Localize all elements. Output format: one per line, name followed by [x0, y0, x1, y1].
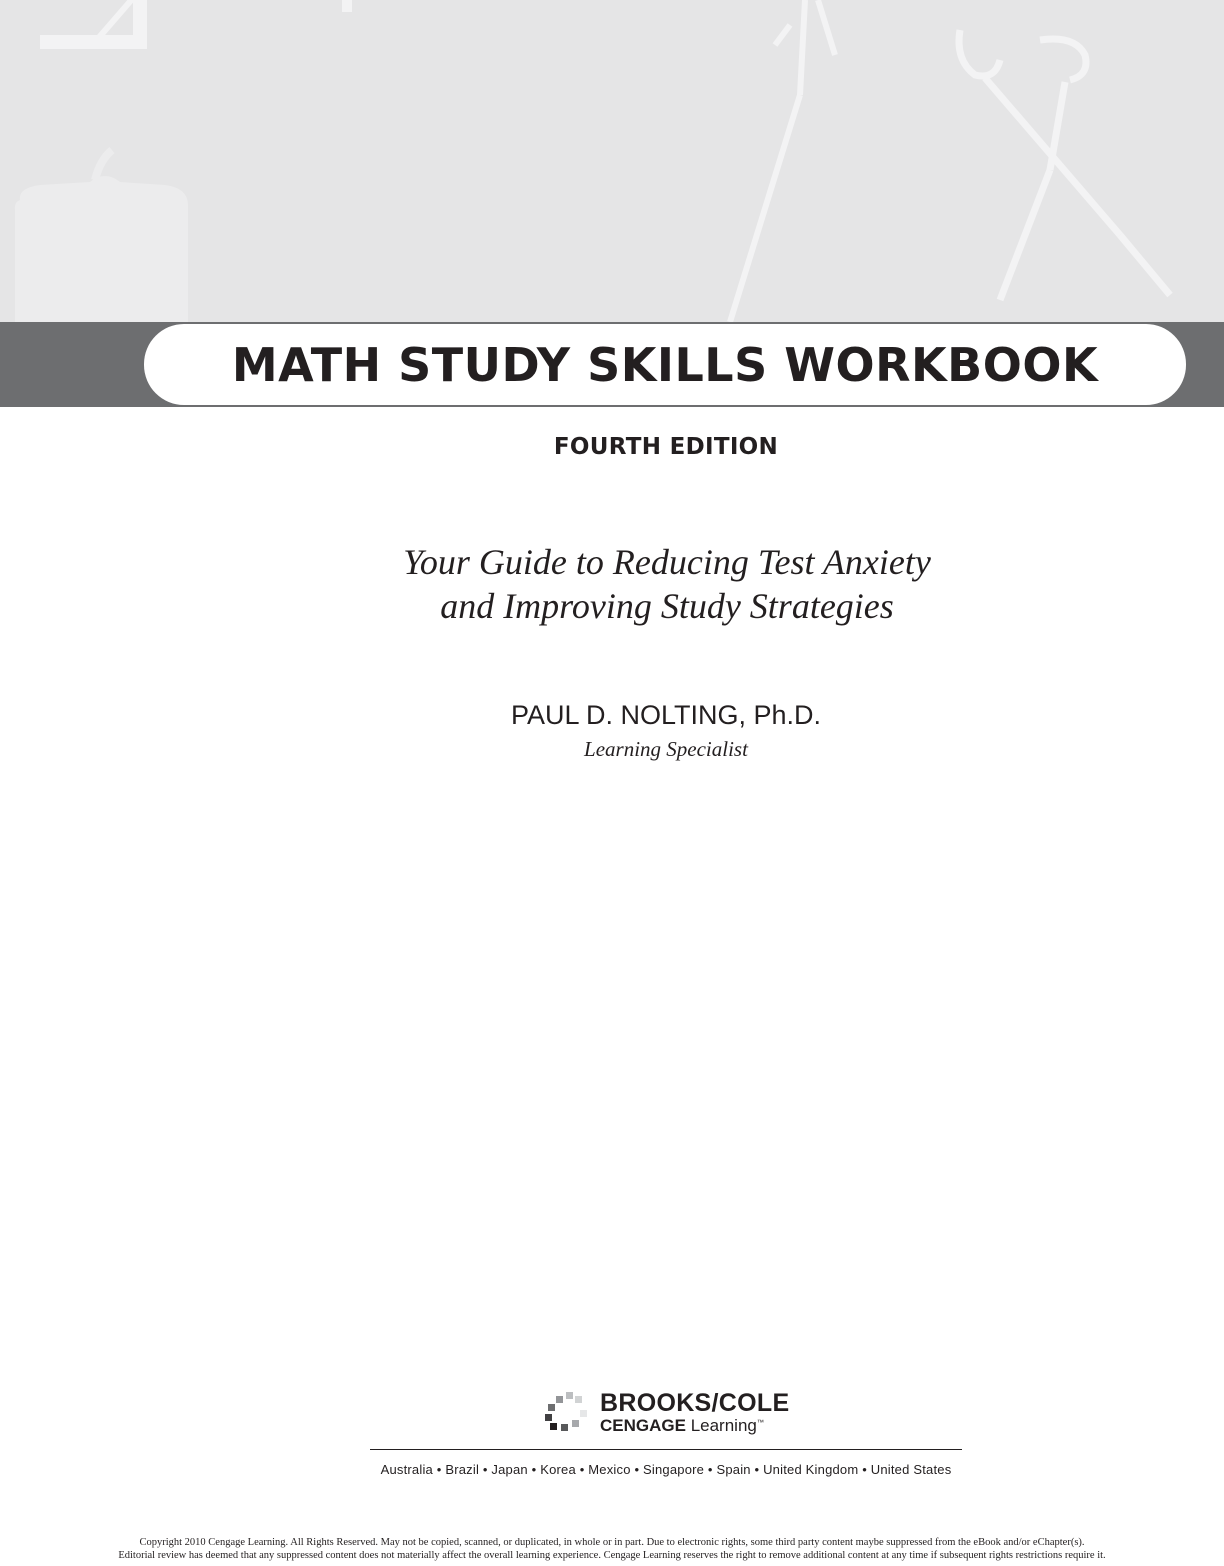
compass-icon — [730, 0, 835, 322]
subtitle-line-2: and Improving Study Strategies — [440, 586, 894, 626]
imprint-learning: Learning — [685, 1416, 757, 1435]
scissors-icon — [959, 30, 1170, 300]
publisher-divider — [370, 1449, 962, 1450]
book-subtitle — [310, 540, 1024, 628]
edition-label: FOURTH EDITION — [553, 434, 779, 460]
title-banner — [144, 324, 1186, 405]
apple-icon — [15, 150, 188, 322]
book-title: MATH STUDY SKILLS WORKBOOK — [231, 338, 1099, 392]
copyright-line-2: Editorial review has deemed that any suppressed content does not materially affect the overall learning experience. Cengage Learning reserves the right to remove additional content at any time if subsequent rights restrictions require it. — [118, 1550, 1106, 1561]
cover-header-background — [0, 0, 1224, 322]
pencil-tip-icon — [342, 0, 352, 12]
copyright-notice — [20, 1536, 1204, 1562]
watermark-illustrations — [0, 0, 1224, 322]
author-name: PAUL D. NOLTING, Ph.D. — [510, 700, 822, 730]
publisher-locations: Australia • Brazil • Japan • Korea • Mexico • Singapore • Spain • United Kingdom • United States — [380, 1462, 952, 1477]
publisher-imprint — [600, 1416, 764, 1436]
triangle-ruler-icon — [40, 0, 140, 42]
imprint-cengage: CENGAGE — [600, 1416, 686, 1435]
subtitle-line-1: Your Guide to Reducing Test Anxiety — [403, 542, 931, 582]
trademark-symbol: ™ — [756, 1419, 764, 1427]
publisher-name: BROOKS/COLE — [600, 1389, 790, 1417]
cengage-logo-icon — [542, 1390, 594, 1432]
copyright-line-1: Copyright 2010 Cengage Learning. All Rights Reserved. May not be copied, scanned, or duplicated, in whole or in part. Due to electronic rights, some third party content maybe suppressed from the eBook and/or eChapter(s). — [139, 1537, 1085, 1548]
author-role: Learning Specialist — [584, 737, 748, 761]
